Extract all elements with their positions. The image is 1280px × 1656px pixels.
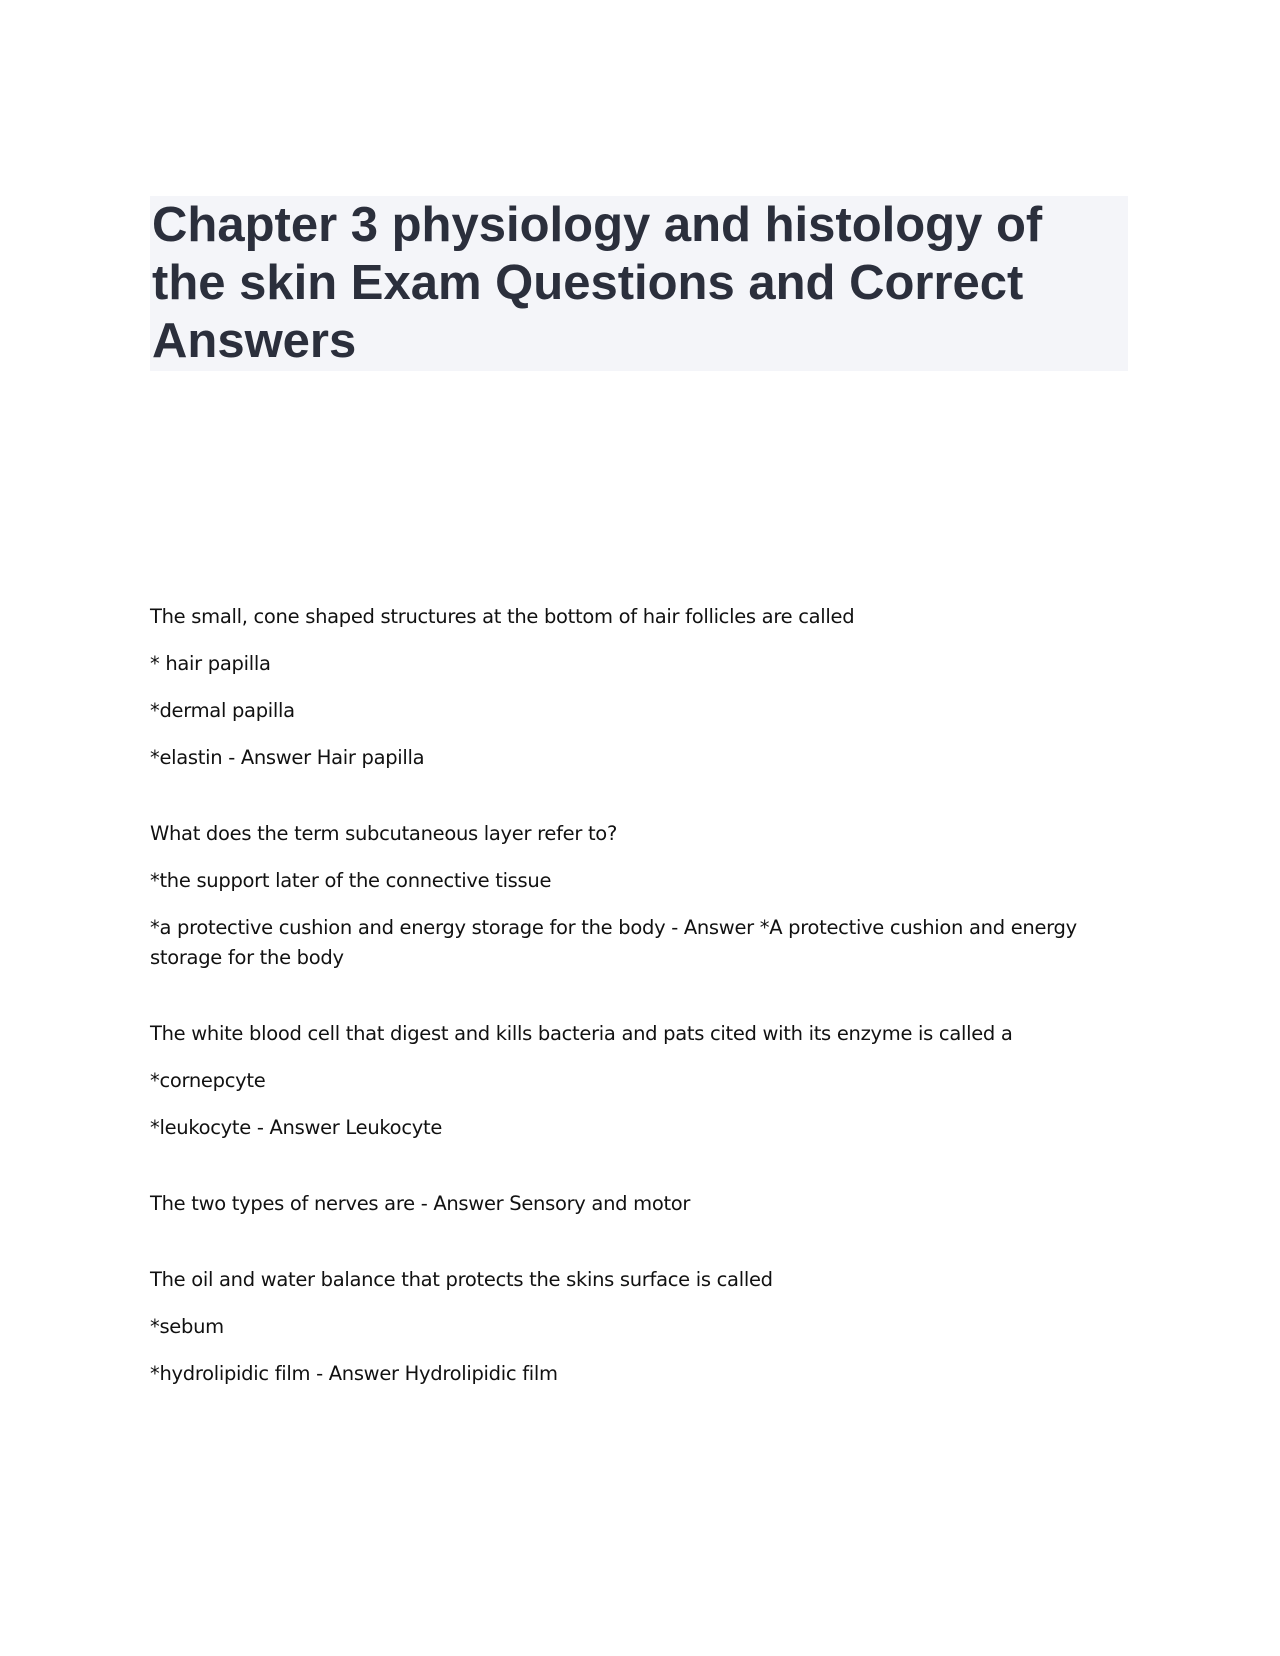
question-text: The oil and water balance that protects the skins surface is called bbox=[150, 1268, 773, 1291]
title-box bbox=[150, 196, 1128, 371]
answer-option: *the support later of the connective tissue bbox=[150, 869, 552, 892]
question-block bbox=[150, 602, 1090, 773]
question-block bbox=[150, 1265, 1090, 1389]
question-text: The white blood cell that digest and kills bacteria and pats cited with its enzyme is called a bbox=[150, 1022, 1013, 1045]
question-block bbox=[150, 1019, 1090, 1143]
question-block bbox=[150, 819, 1090, 973]
answer-option: *leukocyte - Answer Leukocyte bbox=[150, 1116, 443, 1139]
answer-option: *dermal papilla bbox=[150, 699, 295, 722]
answer-option: *elastin - Answer Hair papilla bbox=[150, 746, 425, 769]
page-title: Chapter 3 physiology and histology of the skin Exam Questions and Correct Answers bbox=[152, 198, 1043, 368]
question-block bbox=[150, 1189, 1090, 1219]
answer-option: * hair papilla bbox=[150, 652, 271, 675]
question-text: What does the term subcutaneous layer refer to? bbox=[150, 822, 617, 845]
document-header bbox=[150, 196, 1128, 371]
answer-option: *sebum bbox=[150, 1315, 224, 1338]
answer-option: *a protective cushion and energy storage for the body - Answer *A protective cushion and energy storage for the body bbox=[150, 916, 1077, 969]
question-text: The two types of nerves are - Answer Sensory and motor bbox=[150, 1192, 691, 1215]
answer-option: *cornepcyte bbox=[150, 1069, 266, 1092]
question-text: The small, cone shaped structures at the bottom of hair follicles are called bbox=[150, 605, 855, 628]
answer-option: *hydrolipidic film - Answer Hydrolipidic film bbox=[150, 1362, 558, 1385]
question-list bbox=[150, 602, 1090, 1435]
